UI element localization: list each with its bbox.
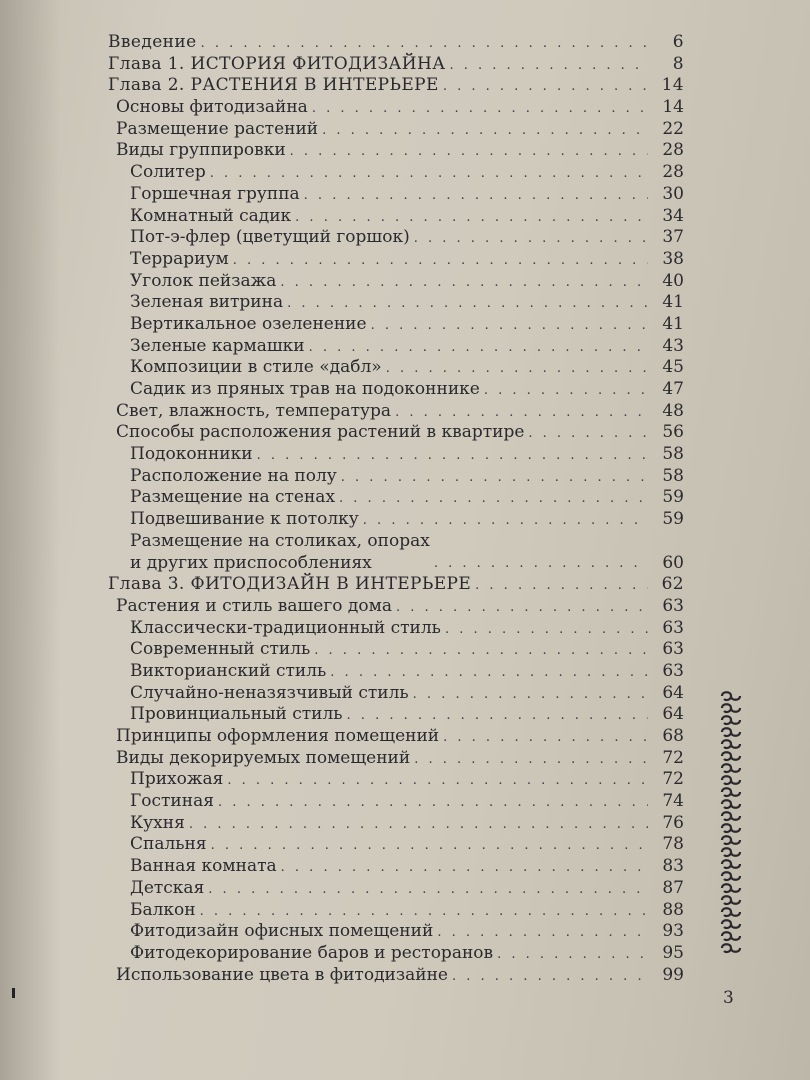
toc-leader-dots <box>396 597 648 619</box>
toc-leader-dots <box>304 185 648 207</box>
toc-entry-page: 34 <box>662 205 684 226</box>
toc-entry <box>104 618 684 640</box>
toc-entry-page: 8 <box>672 53 684 74</box>
toc-entry <box>104 466 684 488</box>
toc-entry-page: 78 <box>662 834 684 855</box>
toc-entry <box>104 661 684 683</box>
toc-leader-dots <box>434 553 648 575</box>
toc-leader-dots <box>295 207 648 229</box>
toc-entry <box>104 162 684 184</box>
toc-entry-title: Композиции в стиле «дабл» <box>130 357 382 378</box>
toc-entry <box>104 32 684 54</box>
toc-entry-title: Фитодизайн офисных помещений <box>130 921 434 942</box>
toc-entry <box>104 878 684 900</box>
toc-entry-title: Размещение на стенах <box>130 487 336 508</box>
toc-entry-page: 38 <box>662 248 684 269</box>
toc-entry-page: 47 <box>662 379 684 399</box>
toc-entry-title: Вертикальное озеленение <box>130 313 367 334</box>
toc-leader-dots <box>414 228 648 250</box>
toc-entry <box>104 596 684 618</box>
toc-entry-title: Глава 1. ИСТОРИЯ ФИТОДИЗАЙНА <box>108 53 446 74</box>
toc-entry-page: 64 <box>662 704 684 725</box>
toc-leader-dots <box>528 423 648 445</box>
toc-entry-page: 28 <box>662 140 684 161</box>
toc-entry-page: 64 <box>662 682 684 703</box>
toc-entry <box>104 292 684 314</box>
toc-leader-dots <box>312 98 648 120</box>
toc-entry-page: 62 <box>661 574 684 595</box>
toc-entry <box>104 206 684 228</box>
toc-entry-page: 63 <box>662 617 684 638</box>
toc-entry-title: Виды группировки <box>116 140 286 161</box>
toc-entry <box>104 900 684 922</box>
toc-entry-page: 72 <box>662 769 684 790</box>
toc-entry-page: 48 <box>662 400 684 421</box>
toc-entry-page: 60 <box>662 552 684 573</box>
toc-entry <box>104 748 684 770</box>
toc-entry-title: Основы фитодизайна <box>116 97 308 118</box>
toc-entry <box>104 227 684 249</box>
toc-entry-title: Викторианский стиль <box>130 660 327 681</box>
toc-entry-title: Принципы оформления помещений <box>116 726 440 747</box>
toc-entry-page: 93 <box>662 921 684 942</box>
toc-entry-title: Комнатный садик <box>130 205 292 226</box>
toc-entry-title: Гостиная <box>130 791 214 812</box>
toc-entry <box>104 487 684 509</box>
toc-entry <box>104 704 684 726</box>
toc-leader-dots <box>437 922 648 944</box>
toc-leader-dots <box>330 662 648 684</box>
toc-entry <box>104 357 684 379</box>
toc-leader-dots <box>443 727 648 749</box>
toc-leader-dots <box>200 901 648 923</box>
table-of-contents <box>104 32 684 986</box>
toc-entry-page: 58 <box>662 444 684 465</box>
toc-entry-title: Свет, влажность, температура <box>116 400 392 421</box>
toc-leader-dots <box>314 640 648 662</box>
toc-leader-dots <box>371 315 648 337</box>
toc-entry <box>104 119 684 141</box>
toc-entry-page: 72 <box>662 747 684 768</box>
toc-entry-title: Подвешивание к потолку <box>130 509 359 530</box>
toc-leader-dots <box>449 55 648 77</box>
toc-entry <box>104 574 684 596</box>
toc-entry <box>104 856 684 878</box>
toc-entry-page: 37 <box>662 227 684 248</box>
toc-leader-dots <box>413 684 648 706</box>
toc-leader-dots <box>347 705 648 727</box>
toc-leader-dots <box>497 944 648 966</box>
toc-leader-dots <box>475 575 648 597</box>
toc-leader-dots <box>189 814 648 836</box>
toc-entry-page: 6 <box>672 32 684 52</box>
toc-leader-dots <box>395 402 648 424</box>
toc-entry-page: 63 <box>662 639 684 660</box>
toc-entry-title: Прихожая <box>130 769 224 790</box>
toc-entry-title: Глава 2. РАСТЕНИЯ В ИНТЕРЬЕРЕ <box>108 75 439 96</box>
toc-entry-page: 43 <box>662 335 684 356</box>
toc-entry-title: Виды декорируемых помещений <box>116 747 411 768</box>
toc-leader-dots <box>309 337 648 359</box>
toc-entry <box>104 769 684 791</box>
toc-entry <box>104 943 684 965</box>
toc-entry-title: Подоконники <box>130 444 253 465</box>
toc-entry-page: 28 <box>662 162 684 183</box>
decorative-ornament <box>718 690 744 965</box>
toc-entry <box>104 75 684 97</box>
toc-entry-page: 45 <box>662 357 684 378</box>
toc-entry-page: 41 <box>662 292 684 313</box>
toc-leader-dots <box>322 120 648 142</box>
toc-entry-page: 41 <box>662 313 684 334</box>
print-speck <box>12 988 15 998</box>
toc-leader-dots <box>452 966 648 988</box>
toc-entry <box>104 314 684 336</box>
toc-entry <box>104 683 684 705</box>
toc-entry-title: Введение <box>108 32 197 52</box>
toc-entry <box>104 965 684 987</box>
toc-entry-title: Современный стиль <box>130 639 311 660</box>
toc-entry-title: Кухня <box>130 812 185 833</box>
toc-leader-dots <box>227 770 648 792</box>
toc-entry <box>104 531 684 574</box>
toc-leader-dots <box>445 619 648 641</box>
toc-entry-page: 74 <box>662 791 684 812</box>
toc-entry <box>104 379 684 401</box>
toc-leader-dots <box>233 250 648 272</box>
toc-entry-title: Ванная комната <box>130 856 277 877</box>
toc-entry-title: Зеленые кармашки <box>130 335 305 356</box>
toc-entry-title: Зеленая витрина <box>130 292 284 313</box>
toc-entry-page: 58 <box>662 465 684 486</box>
toc-entry-title: Садик из пряных трав на подоконнике <box>130 379 480 399</box>
toc-leader-dots <box>208 879 648 901</box>
toc-entry-page: 63 <box>662 595 684 616</box>
toc-leader-dots <box>257 445 648 467</box>
toc-entry-title: Террариум <box>130 248 229 269</box>
toc-entry-title: Уголок пейзажа <box>130 270 277 291</box>
toc-leader-dots <box>287 293 648 315</box>
toc-entry <box>104 726 684 748</box>
toc-entry-title: Использование цвета в фитодизайне <box>116 964 448 985</box>
toc-entry-title: Фитодекорирование баров и ресторанов <box>130 942 494 963</box>
toc-entry <box>104 54 684 76</box>
toc-entry-title: Солитер <box>130 162 206 183</box>
toc-entry-title: Классически-традиционный стиль <box>130 617 441 638</box>
toc-leader-dots <box>210 163 648 185</box>
toc-entry-page: 14 <box>662 97 684 118</box>
toc-entry-title: Размещение на столиках, опорах и других приспособлениях <box>130 530 430 573</box>
toc-leader-dots <box>386 358 648 380</box>
toc-entry-page: 76 <box>662 812 684 833</box>
toc-entry-page: 95 <box>662 942 684 963</box>
toc-entry-page: 40 <box>662 270 684 291</box>
toc-entry-title: Балкон <box>130 899 196 920</box>
toc-entry <box>104 509 684 531</box>
toc-leader-dots <box>201 33 648 55</box>
toc-leader-dots <box>363 510 648 532</box>
toc-leader-dots <box>211 835 648 857</box>
toc-entry-page: 56 <box>662 422 684 443</box>
toc-entry <box>104 184 684 206</box>
toc-leader-dots <box>443 76 648 98</box>
toc-entry-page: 14 <box>661 75 684 96</box>
toc-entry-page: 22 <box>662 118 684 139</box>
toc-leader-dots <box>218 792 648 814</box>
toc-entry <box>104 249 684 271</box>
toc-leader-dots <box>414 749 648 771</box>
toc-entry-page: 59 <box>662 487 684 508</box>
toc-entry-title: Размещение растений <box>116 118 319 139</box>
toc-entry-title: Глава 3. ФИТОДИЗАЙН В ИНТЕРЬЕРЕ <box>108 574 472 595</box>
toc-entry-title: Способы расположения растений в квартире <box>116 422 525 443</box>
toc-entry <box>104 834 684 856</box>
toc-leader-dots <box>484 380 648 402</box>
toc-entry <box>104 271 684 293</box>
page-number: 3 <box>723 988 734 1008</box>
toc-entry-page: 59 <box>662 509 684 530</box>
toc-entry <box>104 791 684 813</box>
toc-entry-title: Растения и стиль вашего дома <box>116 595 392 616</box>
toc-entry-page: 30 <box>662 183 684 204</box>
toc-entry-page: 83 <box>662 856 684 877</box>
toc-entry-page: 99 <box>662 964 684 985</box>
toc-leader-dots <box>280 272 648 294</box>
toc-leader-dots <box>281 857 648 879</box>
toc-entry-title: Расположение на полу <box>130 465 337 486</box>
toc-entry-page: 68 <box>662 726 684 747</box>
toc-leader-dots <box>341 467 648 489</box>
toc-entry-page: 63 <box>662 660 684 681</box>
toc-entry <box>104 401 684 423</box>
toc-entry <box>104 97 684 119</box>
toc-entry-title: Спальня <box>130 834 207 855</box>
toc-entry-title: Горшечная группа <box>130 183 300 204</box>
toc-entry <box>104 336 684 358</box>
toc-entry-page: 88 <box>662 899 684 920</box>
toc-leader-dots <box>290 141 648 163</box>
toc-entry <box>104 813 684 835</box>
toc-entry-page: 87 <box>662 877 684 898</box>
toc-entry-title: Случайно-неназязчивый стиль <box>130 682 409 703</box>
toc-leader-dots <box>339 488 648 510</box>
toc-entry <box>104 140 684 162</box>
toc-entry-title: Пот-э-флер (цветущий горшок) <box>130 227 410 248</box>
toc-entry-title: Детская <box>130 877 205 898</box>
toc-entry-title: Провинциальный стиль <box>130 704 343 725</box>
toc-entry <box>104 921 684 943</box>
toc-entry <box>104 639 684 661</box>
toc-entry <box>104 444 684 466</box>
toc-entry <box>104 422 684 444</box>
